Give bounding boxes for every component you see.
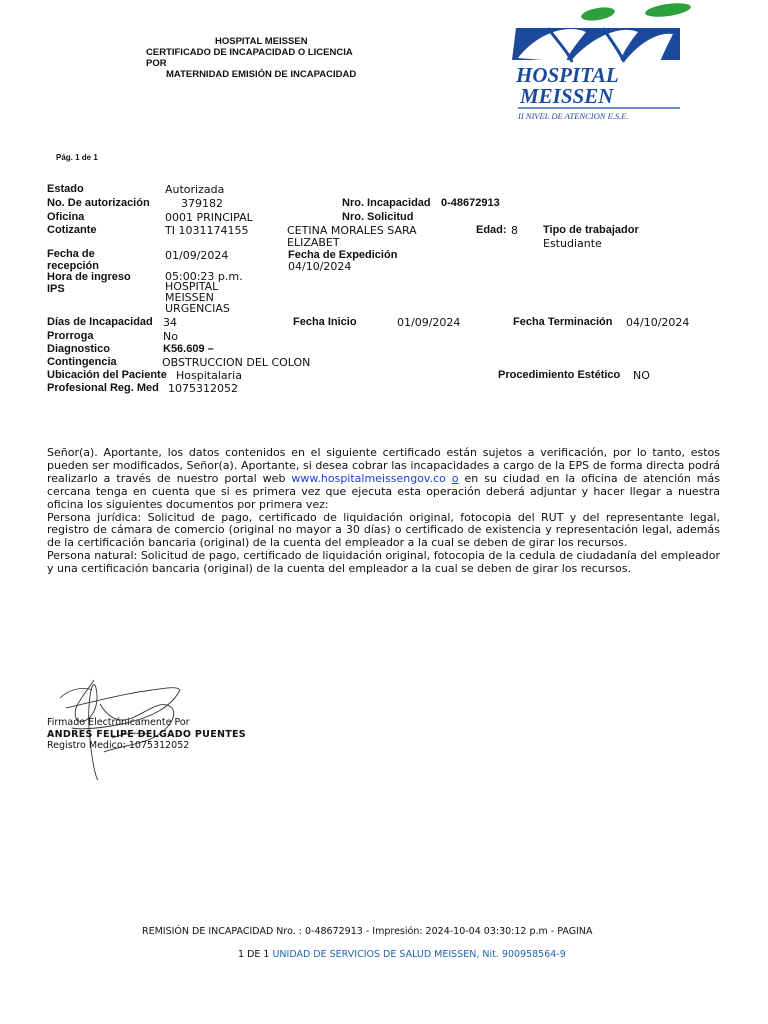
oficina-label: Oficina xyxy=(47,211,85,223)
paciente-nombre: CETINA MORALES SARA xyxy=(287,224,417,237)
cotizante-label: Cotizante xyxy=(47,224,97,236)
dias-incapacidad-value: 34 xyxy=(163,316,177,329)
ubicacion-label: Ubicación del Paciente xyxy=(47,369,167,381)
diagnostico-value: K56.609 – xyxy=(163,343,214,355)
prorroga-label: Prorroga xyxy=(47,330,94,342)
autorizacion-value: 379182 xyxy=(181,197,223,210)
header-subtitle-por: POR xyxy=(146,58,167,69)
header-subtitle: CERTIFICADO DE INCAPACIDAD O LICENCIA xyxy=(146,47,353,58)
ubicacion-value: Hospitalaria xyxy=(176,369,242,382)
ips-value-3: URGENCIAS xyxy=(165,302,230,315)
fecha-expedicion-label: Fecha de Expedición xyxy=(288,249,398,261)
fecha-terminacion-label: Fecha Terminación xyxy=(513,316,613,328)
diagnostico-label: Diagnostico xyxy=(47,343,110,355)
notice-p1-text-after: en su ciudad en la oficina de atención más cercana tenga en cuenta que si es primera vez que ejecuta esta operación deberá adjuntar y hacer llegar a nuestra oficina los siguientes documentos por primera vez: xyxy=(47,471,720,511)
notice-text xyxy=(47,447,720,576)
logo-tagline: II NIVEL DE ATENCION E.S.E. xyxy=(518,111,629,121)
fecha-inicio-label: Fecha Inicio xyxy=(293,316,357,328)
edad-label: Edad: xyxy=(476,224,507,236)
ips-label: IPS xyxy=(47,283,65,295)
ips-value-2: MEISSEN xyxy=(165,291,214,304)
fecha-terminacion-value: 04/10/2024 xyxy=(626,316,690,329)
footer-line-1: REMISIÓN DE INCAPACIDAD Nro. : 0-48672913 - Impresión: 2024-10-04 03:30:12 p.m - PAGINA xyxy=(142,926,593,937)
notice-paragraph-2: Persona jurídica: Solicitud de pago, certificado de liquidación original, fotocopia del RUT y del representante legal, registro de cámara de comercio (original no mayor a 30 días) o certificado de existencia y representación legal, además de la certificación bancaria (original) de la cuenta del empleador a la cual se deben de girar los recursos. xyxy=(47,510,720,550)
footer-entity: UNIDAD DE SERVICIOS DE SALUD MEISSEN, Nit. 900958564-9 xyxy=(272,949,566,960)
header-title: HOSPITAL MEISSEN xyxy=(215,36,308,47)
portal-link[interactable]: www.hospitalmeissengov.co xyxy=(291,471,446,485)
cotizante-value: TI 1031174155 xyxy=(165,224,249,237)
logo-word-hospital: HOSPITAL xyxy=(516,63,619,87)
tipo-trabajador-value: Estudiante xyxy=(543,237,602,250)
nro-solicitud-label: Nro. Solicitud xyxy=(342,211,414,223)
contingencia-label: Contingencia xyxy=(47,356,117,368)
fecha-recepcion-label-2: recepción xyxy=(47,260,99,272)
autorizacion-label: No. De autorización xyxy=(47,197,150,209)
oficina-value: 0001 PRINCIPAL xyxy=(165,211,253,224)
hospital-logo xyxy=(508,2,694,124)
nro-incapacidad-value: 0-48672913 xyxy=(441,197,500,209)
prorroga-value: No xyxy=(163,330,178,343)
procedimiento-value: NO xyxy=(633,369,650,382)
dias-incapacidad-label: Días de Incapacidad xyxy=(47,316,153,328)
hora-ingreso-label: Hora de ingreso xyxy=(47,271,131,283)
ips-value: HOSPITAL xyxy=(165,280,219,293)
logo-word-meissen: MEISSEN xyxy=(520,84,614,108)
fecha-inicio-value: 01/09/2024 xyxy=(397,316,461,329)
fecha-expedicion-value: 04/10/2024 xyxy=(288,260,352,273)
footer-page-count: 1 DE 1 xyxy=(238,949,273,960)
profesional-value: 1075312052 xyxy=(168,382,238,395)
nro-incapacidad-label: Nro. Incapacidad xyxy=(342,197,431,209)
notice-paragraph-3: Persona natural: Solicitud de pago, certificado de liquidación original, fotocopia de la cedula de ciudadanía del empleador y una certificación bancaria (original) de la cuenta del empleador a la cual se deben de girar los recursos. xyxy=(47,549,720,576)
page-number: Pág. 1 de 1 xyxy=(56,153,98,162)
header-subtitle-maternidad: MATERNIDAD EMISIÓN DE INCAPACIDAD xyxy=(166,69,357,80)
estado-value: Autorizada xyxy=(165,183,225,196)
tipo-trabajador-label: Tipo de trabajador xyxy=(543,224,639,236)
signed-by-text: Firmado Electrónicamente Por xyxy=(47,717,190,728)
notice-p1-text: Señor(a). Aportante, los datos contenidos en el siguiente certificado están sujetos a verificación, por lo tanto, estos pueden ser modificados, Señor(a). Aportante, si desea cobrar las incapacidades a cargo de la EPS de forma directa podrá realizarlo a través de nuestro portal web xyxy=(47,446,720,485)
paciente-nombre-2: ELIZABET xyxy=(287,236,340,249)
notice-paragraph-1 xyxy=(47,447,720,512)
estado-label: Estado xyxy=(47,183,84,195)
fecha-recepcion-value: 01/09/2024 xyxy=(165,249,229,262)
signer-registro: Registro Medico: 1075312052 xyxy=(47,740,190,751)
hospital-logo-graphic xyxy=(508,2,694,124)
profesional-label: Profesional Reg. Med xyxy=(47,382,159,394)
procedimiento-label: Procedimiento Estético xyxy=(498,369,621,381)
edad-value: 8 xyxy=(511,224,518,237)
hora-ingreso-value: 05:00:23 p.m. xyxy=(165,270,243,283)
footer-line-2 xyxy=(238,949,566,960)
contingencia-value: OBSTRUCCION DEL COLON xyxy=(162,356,311,369)
fecha-recepcion-label: Fecha de xyxy=(47,248,95,260)
signer-name: ANDRES FELIPE DELGADO PUENTES xyxy=(47,729,246,740)
portal-link-o[interactable]: o xyxy=(451,471,459,485)
